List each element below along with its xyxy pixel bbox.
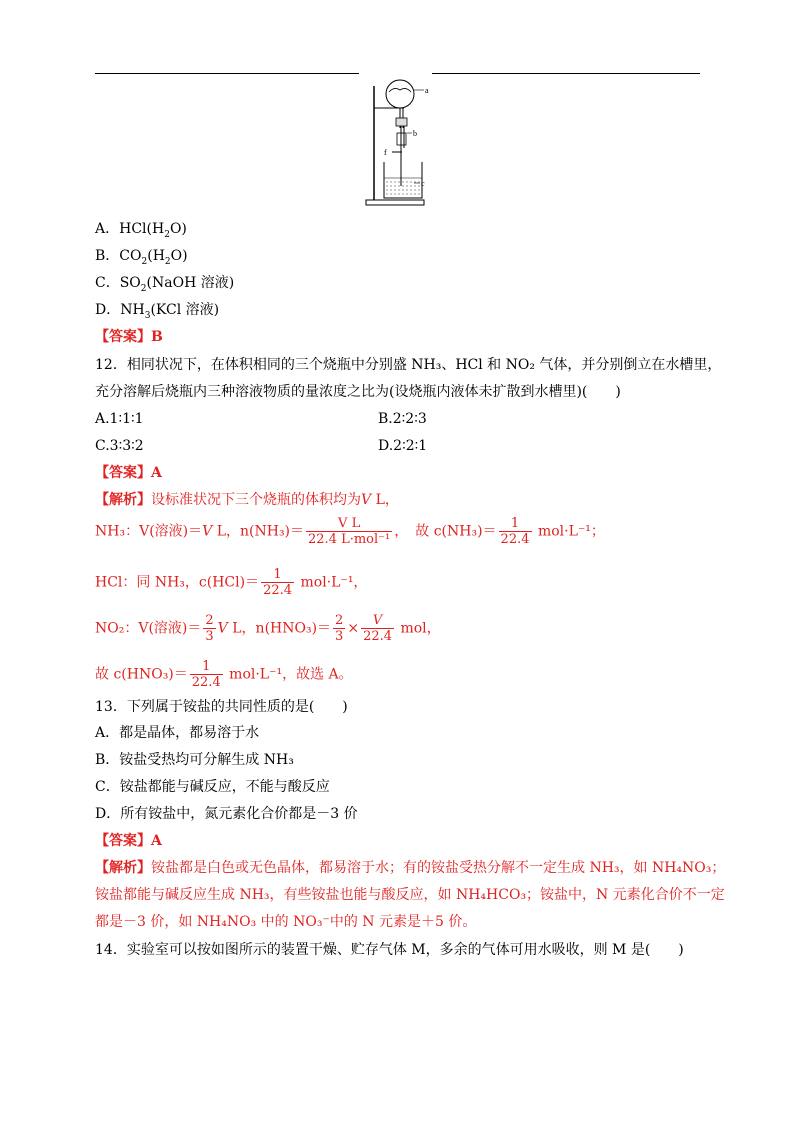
q12-no2-line: NO₂：V(溶液)＝ $\frac{2}{3}$ V L，n(HNO₃)＝ $\frac{2}{3}$ × $\frac{V}{22.4}$ mol，: [95, 613, 441, 644]
q13-option-a: A．都是晶体，都易溶于水: [95, 725, 260, 741]
q12-stem-line2: 充分溶解后烧瓶内三种溶液物质的量浓度之比为(设烧瓶内液体未扩散到水槽里)( ): [95, 384, 621, 400]
q13-answer: 【答案】A: [95, 833, 162, 849]
q11-option-b: B．$CO_2(H_2O)$: [95, 248, 188, 267]
q12-answer: 【答案】A: [95, 465, 162, 481]
q12-option-a: A.1∶1∶1: [95, 411, 144, 427]
q11-option-c: C．$SO_2(NaOH$ 溶液): [95, 275, 235, 294]
figure-label-b: b: [413, 129, 417, 138]
q11-option-d: D．$NH_3(KCl$ 溶液): [95, 302, 220, 321]
q11-option-a: A．$HCl(H_2O)$: [95, 221, 187, 240]
q13-option-b: B．铵盐受热均可分解生成 NH₃: [95, 752, 294, 768]
q14-stem: 14．实验室可以按如图所示的装置干燥、贮存气体 M，多余的气体可用水吸收，则 M 是( ): [95, 942, 684, 958]
q12-option-d: D.2∶2∶1: [378, 438, 428, 454]
q13-analysis-line3: 都是－3 价，如 NH₄NO₃ 中的 NO₃⁻中的 N 元素是＋5 价。: [95, 914, 477, 930]
q13-option-d: D．所有铵盐中，氮元素化合价都是－3 价: [95, 806, 358, 822]
q12-analysis-intro: 【解析】设标准状况下三个烧瓶的体积均为V L，: [95, 492, 399, 508]
figure-label-a: a: [425, 86, 429, 95]
fountain-apparatus-figure: [364, 78, 434, 208]
q12-option-c: C.3∶3∶2: [95, 438, 144, 454]
q12-nh3-line: NH₃：V(溶液)＝V L，n(NH₃)＝ $\frac{\text{V L}}{\text{22.4 L·mol⁻¹}}$ ， 故 c(NH₃)＝ $\frac{1}{22.4}$ mol·L⁻¹；: [95, 516, 605, 547]
figure-label-c: c: [421, 179, 425, 188]
q13-stem: 13．下列属于铵盐的共同性质的是( ): [95, 699, 348, 715]
header-rule-right: [432, 73, 700, 74]
figure-label-f: f: [384, 148, 387, 157]
q13-analysis-line1: 【解析】铵盐都是白色或无色晶体，都易溶于水；有的铵盐受热分解不一定生成 NH₃，如 NH₄NO₃；: [95, 860, 726, 876]
q13-analysis-line2: 铵盐都能与碱反应生成 NH₃，有些铵盐也能与酸反应，如 NH₄HCO₃；铵盐中，N 元素化合价不一定: [95, 887, 725, 903]
q11-answer: 【答案】B: [95, 329, 163, 345]
q12-hcl-line: HCl：同 NH₃，c(HCl)＝ $\frac{1}{22.4}$ mol·L⁻¹，: [95, 567, 368, 598]
q13-option-c: C．铵盐都能与碱反应，不能与酸反应: [95, 779, 330, 795]
header-rule-left: [95, 73, 359, 74]
q12-final-line: 故 c(HNO₃)＝ $\frac{1}{22.4}$ mol·L⁻¹，故选 A。: [95, 659, 353, 690]
q12-option-b: B.2∶2∶3: [378, 411, 427, 427]
q12-stem-line1: 12．相同状况下，在体积相同的三个烧瓶中分别盛 NH₃、HCl 和 NO₂ 气体，并分别倒立在水槽里，: [95, 357, 722, 373]
